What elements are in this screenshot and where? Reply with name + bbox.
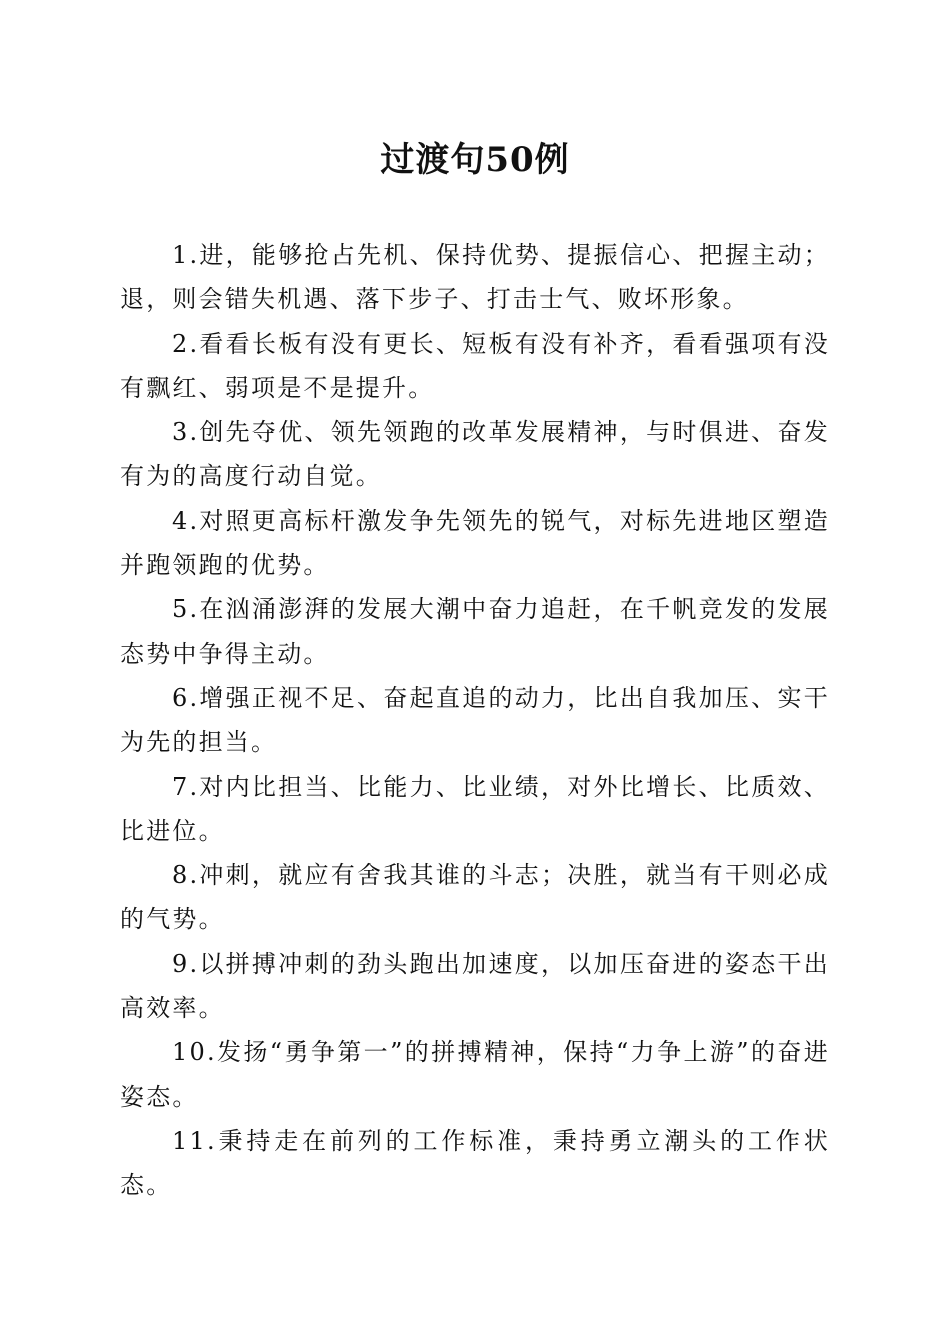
document-body [120, 233, 830, 1208]
paragraph-6: 6.增强正视不足、奋起直追的动力，比出自我加压、实干为先的担当。 [120, 683, 830, 757]
paragraph-10: 10.发扬“勇争第一”的拼搏精神，保持“力争上游”的奋进姿态。 [120, 1038, 830, 1111]
paragraph-1: 1.进，能够抢占先机、保持优势、提振信心、把握主动；退，则会错失机遇、落下步子、打击士气、败坏形象。 [120, 241, 830, 314]
paragraph-4: 4.对照更高标杆激发争先领先的锐气，对标先进地区塑造并跑领跑的优势。 [120, 506, 830, 580]
paragraph-5: 5.在汹涌澎湃的发展大潮中奋力追赶，在千帆竞发的发展态势中争得主动。 [120, 595, 830, 668]
paragraph-9: 9.以拼搏冲刺的劲头跑出加速度，以加压奋进的姿态干出高效率。 [120, 949, 830, 1023]
paragraph-8: 8.冲刺，就应有舍我其谁的斗志；决胜，就当有干则必成的气势。 [120, 861, 830, 934]
document-title: 过渡句50例 [380, 140, 570, 180]
paragraph-7: 7.对内比担当、比能力、比业绩，对外比增长、比质效、比进位。 [120, 772, 830, 845]
paragraph-2: 2.看看长板有没有更长、短板有没有补齐，看看强项有没有飘红、弱项是不是提升。 [120, 329, 830, 402]
paragraph-3: 3.创先夺优、领先领跑的改革发展精神，与时俱进、奋发有为的高度行动自觉。 [120, 418, 830, 491]
paragraph-11: 11.秉持走在前列的工作标准，秉持勇立潮头的工作状态。 [120, 1126, 830, 1200]
